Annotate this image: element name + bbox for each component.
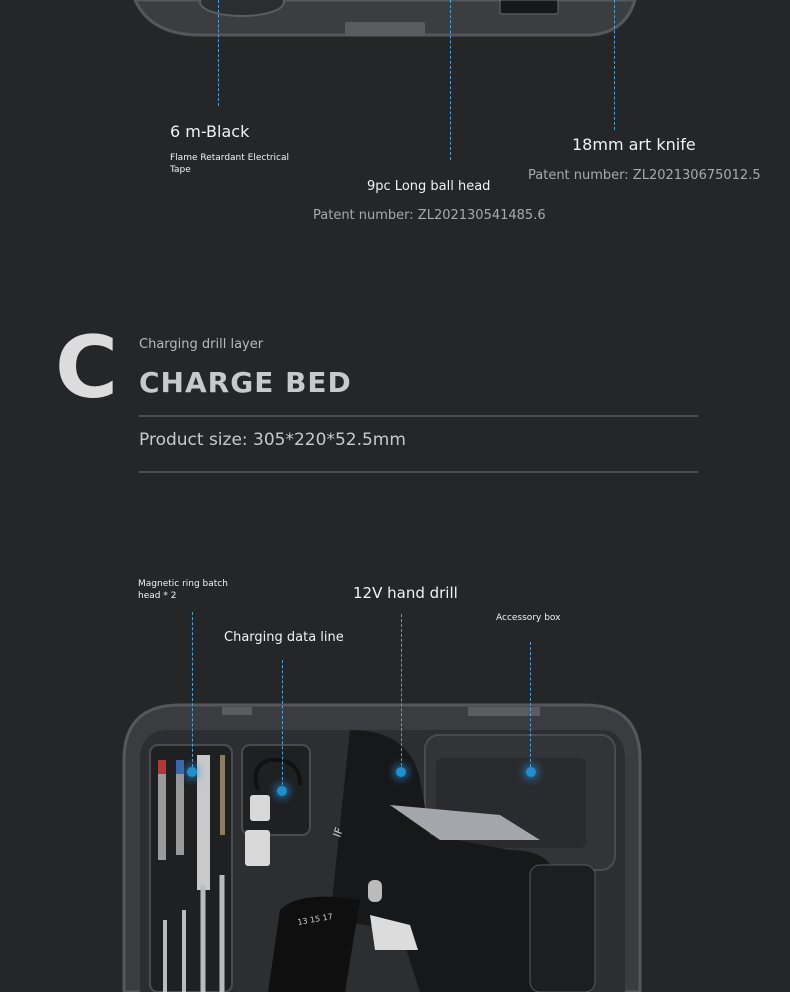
accessory-leader	[530, 642, 531, 772]
product-size: Product size: 305*220*52.5mm	[139, 430, 406, 450]
accessory-label: Accessory box	[496, 613, 561, 623]
magnetic-marker	[187, 767, 197, 777]
divider-top	[139, 415, 698, 417]
magnetic-label: Magnetic ring batch head * 2	[138, 579, 228, 601]
tape-subtitle: Flame Retardant Electrical Tape	[170, 153, 290, 175]
data-line-marker	[277, 786, 287, 796]
charge-bed-case-illustration	[0, 690, 790, 992]
knife-title: 18mm art knife	[572, 135, 696, 154]
data-line-leader	[282, 660, 283, 790]
drill-marker	[396, 767, 406, 777]
section-letter: C	[55, 318, 117, 418]
drill-brand: IF	[330, 825, 347, 840]
tape-title: 6 m-Black	[170, 122, 250, 141]
tape-leader	[218, 0, 219, 106]
section-subtitle: Charging drill layer	[139, 337, 264, 352]
ballhead-leader	[450, 0, 451, 160]
divider-bottom	[139, 471, 698, 473]
ballhead-patent: Patent number: ZL202130541485.6	[313, 208, 546, 223]
drill-torque-ring: 13 15 17	[296, 911, 334, 927]
magnetic-leader	[192, 612, 193, 772]
drill-leader	[401, 614, 402, 771]
top-case-illustration	[0, 0, 790, 45]
accessory-marker	[526, 767, 536, 777]
section-title: CHARGE BED	[139, 366, 352, 399]
knife-leader	[614, 0, 615, 130]
drill-label: 12V hand drill	[353, 584, 458, 602]
data-line-label: Charging data line	[224, 630, 344, 645]
knife-patent: Patent number: ZL202130675012.5	[528, 168, 761, 183]
ballhead-title: 9pc Long ball head	[367, 179, 491, 194]
